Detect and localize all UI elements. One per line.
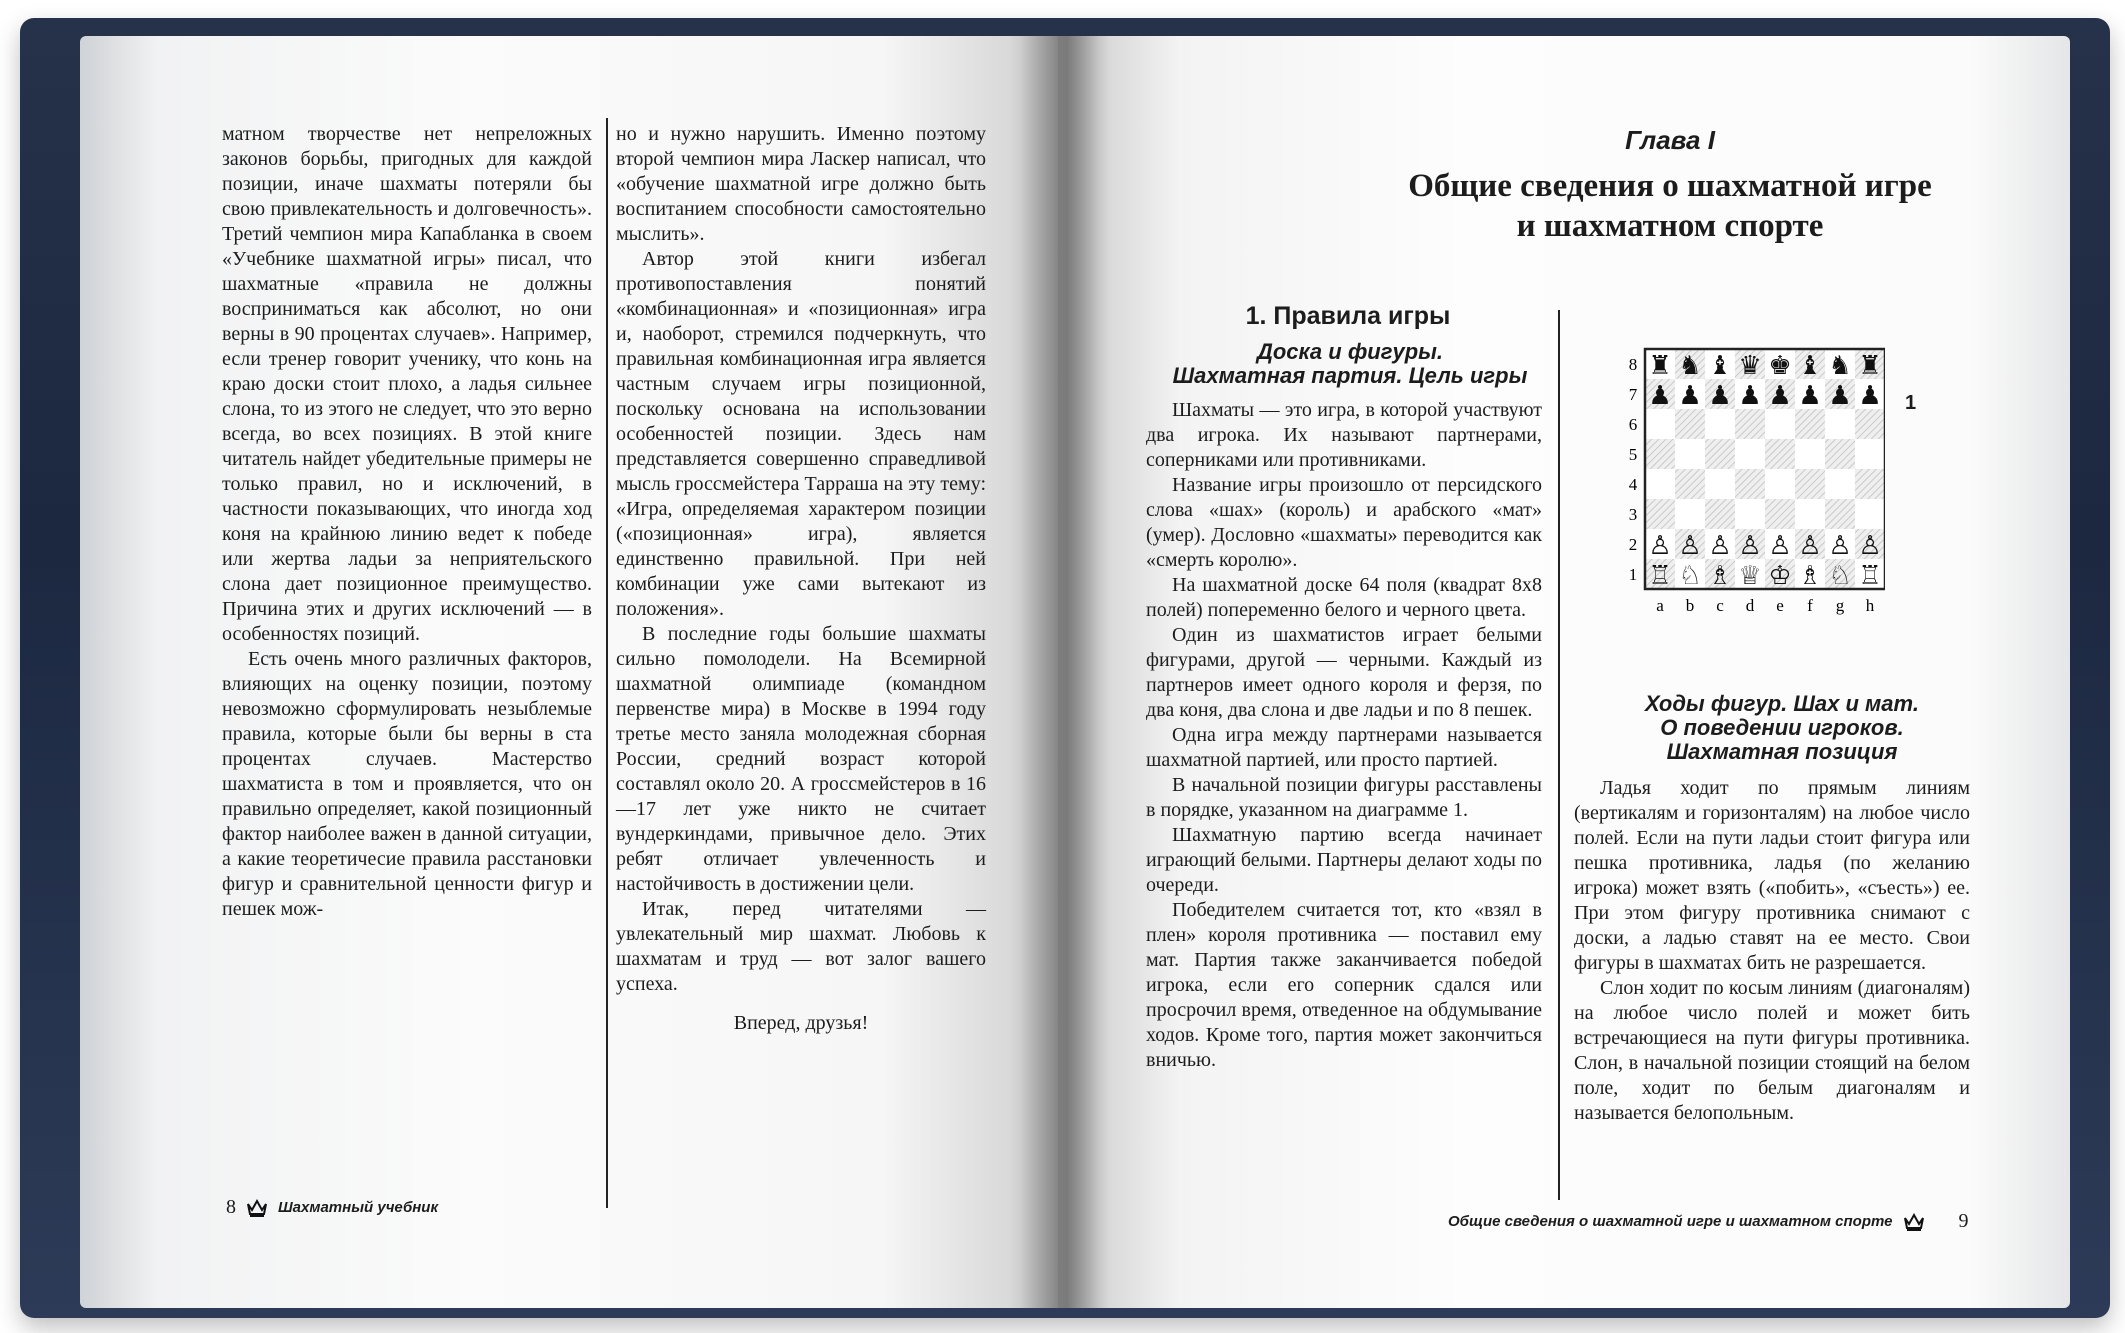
- board-square: [1765, 499, 1795, 529]
- column-divider: [606, 118, 608, 1208]
- rank-label: 6: [1628, 415, 1638, 434]
- board-square: [1705, 409, 1735, 439]
- chess-piece: ♙: [1768, 531, 1792, 561]
- board-square: [1645, 439, 1675, 469]
- crown-icon: [1903, 1212, 1925, 1232]
- chess-piece: ♟: [1678, 381, 1702, 411]
- chess-piece: ♔: [1768, 561, 1792, 591]
- chapter-title-line: Общие сведения о шахматной игре: [1408, 168, 1932, 204]
- file-label: c: [1716, 596, 1724, 615]
- board-square: [1855, 409, 1885, 439]
- chess-piece: ♙: [1708, 531, 1732, 561]
- paragraph: Ладья ходит по прямым линиям (вертикалям и горизонталям) на любое число полей. Если на пути ладьи стоит фигура или пешка противника, ладья (по желанию игрока) может взять («побить», «съесть») ее. При этом фигуру противника снимают с доски, а ладью ставят на ее место. Свои фигуры в шахматах бить не разрешается.: [1574, 777, 1970, 974]
- chess-piece: ♟: [1828, 381, 1852, 411]
- file-label: g: [1835, 596, 1845, 615]
- rank-label: 1: [1628, 565, 1638, 584]
- chess-piece: ♟: [1708, 381, 1732, 411]
- paragraph: Слон ходит по косым линиям (диагоналям) на любое число полей и может бить встречающиеся на пути фигуры противника. Слон, в начальной позиции стоящий на белом поле, ходит по белым диагоналям и называется белопольным.: [1574, 977, 1970, 1124]
- board-square: [1705, 499, 1735, 529]
- paragraph: Итак, перед читателями — увлекательный мир шахмат. Любовь к шахматам и труд — вот залог вашего успеха.: [616, 898, 986, 995]
- chapter-title: [1240, 166, 2100, 246]
- left-page-column-1: [222, 122, 592, 922]
- rank-label: 5: [1628, 445, 1638, 464]
- paragraph: Один из шахматистов играет белыми фигурами, другой — черными. Каждый из партнеров имеет одного короля и ферзя, по два коня, два слона и две ладьи и по 8 пешек.: [1146, 624, 1542, 721]
- running-title: Шахматный учебник: [278, 1199, 439, 1216]
- rank-label: 2: [1628, 535, 1638, 554]
- paragraph: В последние годы большие шахматы сильно помолодели. На Всемирной шахматной олимпиаде (командном первенстве мира) в Москве в 1994 году третье место заняла молодежная сборная России, средний возраст которой составлял около 20. А гроссмейстеров в 16—17 лет уже никто не считает вундеркиндами, привычное дело. Этих ребят отличает увлеченность и настойчивость в достижении цели.: [616, 623, 986, 895]
- page-number: 9: [1958, 1210, 1969, 1232]
- file-label: h: [1865, 596, 1875, 615]
- board-square: [1855, 439, 1885, 469]
- chess-piece: ♙: [1648, 531, 1672, 561]
- chess-piece: ♙: [1678, 531, 1702, 561]
- board-square: [1675, 469, 1705, 499]
- right-page-column-1: [1146, 398, 1542, 1073]
- subheading-line: Ходы фигур. Шах и мат.: [1645, 691, 1919, 716]
- chapter-label: Глава I: [1625, 125, 1715, 155]
- chess-diagram: [1625, 345, 1885, 630]
- left-footer: [226, 1196, 438, 1219]
- chess-piece: ♞: [1828, 351, 1852, 381]
- board-square: [1855, 499, 1885, 529]
- chess-piece: ♝: [1798, 351, 1822, 381]
- board-square: [1675, 499, 1705, 529]
- running-title: Общие сведения о шахматной игре и шахматном спорте: [1448, 1213, 1893, 1230]
- rank-label: 3: [1628, 505, 1638, 524]
- rank-label: 8: [1628, 355, 1638, 374]
- board-square: [1825, 439, 1855, 469]
- chess-piece: ♜: [1648, 351, 1672, 381]
- subheading-line: О поведении игроков.: [1660, 715, 1904, 740]
- board-square: [1825, 469, 1855, 499]
- chess-piece: ♖: [1858, 561, 1882, 591]
- subheading-board: [1140, 340, 1560, 388]
- chess-piece: ♟: [1648, 381, 1672, 411]
- chess-piece: ♙: [1798, 531, 1822, 561]
- rank-label: 4: [1628, 475, 1638, 494]
- board-square: [1675, 439, 1705, 469]
- chess-piece: ♙: [1828, 531, 1852, 561]
- paragraph: Автор этой книги избегал противопоставления понятий «комбинационная» и «позиционная» игра и, наоборот, стремился подчеркнуть, что правильная комбинационная игра является частным случаем игры позиционной, поскольку основана на использовании особенностей позиции. Здесь нам представляется совершенно справедливой мысль гроссмейстера Тарраша на эту тему: «Игра, определяемая характером позиции («позиционная» игра), является единственно правильной. При ней комбинации уже сами вытекают из положения».: [616, 248, 986, 620]
- board-square: [1645, 499, 1675, 529]
- board-square: [1735, 439, 1765, 469]
- paragraph: На шахматной доске 64 поля (квадрат 8x8 полей) попеременно белого и черного цвета.: [1146, 574, 1542, 621]
- chess-piece: ♕: [1738, 561, 1762, 591]
- board-square: [1645, 469, 1675, 499]
- chess-piece: ♘: [1828, 561, 1852, 591]
- subheading-line: Доска и фигуры.: [1256, 339, 1444, 364]
- file-label: b: [1685, 596, 1695, 615]
- subheading-line: Шахматная позиция: [1666, 739, 1898, 764]
- paragraph: Одна игра между партнерами называется шахматной партией, или просто партией.: [1146, 724, 1542, 771]
- chess-piece: ♟: [1858, 381, 1882, 411]
- paragraph: Шахматы — это игра, в которой участвуют два игрока. Их называют партнерами, соперниками или противниками.: [1146, 399, 1542, 471]
- chess-piece: ♞: [1678, 351, 1702, 381]
- file-label: d: [1745, 596, 1755, 615]
- chess-piece: ♛: [1738, 351, 1762, 381]
- paragraph: Есть очень много различных факторов, влияющих на оценку позиции, поэтому невозможно сформулировать незыблемые правила, которые были бы верны в ста процентах случаев. Мастерство шахматиста в том и проявляется, что он правильно определяет, какой позиционный фактор наиболее важен в данной ситуации, а какие теоретичесие правила расстановки фигур и сравнительной ценности фигур и пешек мож-: [222, 648, 592, 920]
- board-square: [1765, 409, 1795, 439]
- file-label: e: [1776, 596, 1784, 615]
- board-square: [1735, 409, 1765, 439]
- chess-piece: ♗: [1708, 561, 1732, 591]
- chess-piece: ♖: [1648, 561, 1672, 591]
- board-square: [1825, 499, 1855, 529]
- chess-piece: ♗: [1798, 561, 1822, 591]
- board-square: [1705, 469, 1735, 499]
- board-square: [1795, 469, 1825, 499]
- board-square: [1855, 469, 1885, 499]
- paragraph: Шахматную партию всегда начинает играющий белыми. Партнеры делают ходы по очереди.: [1146, 824, 1542, 896]
- chess-piece: ♙: [1738, 531, 1762, 561]
- diagram-number: 1: [1905, 392, 1917, 414]
- left-page-column-2: [616, 122, 986, 1036]
- board-square: [1825, 409, 1855, 439]
- board-square: [1765, 439, 1795, 469]
- paragraph: Победителем считается тот, кто «взял в плен» короля противника — поставил ему мат. Партия также заканчивается победой игрока, если его соперник сдался или просрочил время, отведенное на обдумывание ходов. Кроме того, партия может закончиться вничью.: [1146, 899, 1542, 1071]
- board-square: [1645, 409, 1675, 439]
- subheading-line: Шахматная партия. Цель игры: [1172, 363, 1528, 388]
- column-divider: [1558, 310, 1560, 1200]
- board-square: [1705, 439, 1735, 469]
- closing-line: Вперед, друзья!: [733, 1012, 869, 1034]
- chess-piece: ♙: [1858, 531, 1882, 561]
- paragraph: Название игры произошло от персидского слова «шах» (король) и арабского «мат» (умер). Дословно «шахматы» переводится как «смерть королю».: [1146, 474, 1542, 571]
- board-square: [1795, 409, 1825, 439]
- file-label: f: [1807, 596, 1813, 615]
- chapter-title-line: и шахматном спорте: [1516, 208, 1824, 244]
- subheading-moves: [1572, 692, 1992, 764]
- board-square: [1675, 409, 1705, 439]
- chess-piece: ♘: [1678, 561, 1702, 591]
- paragraph: матном творчестве нет непреложных законов борьбы, пригодных для каждой позиции, иначе шахматы потеряли бы свою привлекательность и долговечность». Третий чемпион мира Капабланка в своем «Учебнике шахматной игры» писал, что шахматные «правила не должны восприниматься как абсолют, но они верны в 90 процентах случаев». Например, если тренер говорит ученику, что конь на краю доски стоит плохо, а ладья сильнее слона, то из этого не следует, что это верно всегда, во всех позициях. В этой книге читатель найдет убедительные примеры не только правил, но и исключений, в частности показывающих, что иногда ход коня на крайнюю линию ведет к победе или жертва ладьи за неприятельского слона дает позиционное преимущество. Причина этих и других исключений — в особенностях позиций.: [222, 123, 592, 645]
- chess-piece: ♟: [1768, 381, 1792, 411]
- file-label: a: [1656, 596, 1664, 615]
- paragraph: но и нужно нарушить. Именно поэтому второй чемпион мира Ласкер написал, что «обучение шахматной игре должно быть воспитанием способности самостоятельно мыслить».: [616, 123, 986, 245]
- board-square: [1795, 499, 1825, 529]
- chess-board: [1625, 345, 1885, 625]
- section-title: 1. Правила игры: [1245, 302, 1451, 330]
- chess-piece: ♟: [1798, 381, 1822, 411]
- chess-piece: ♜: [1858, 351, 1882, 381]
- paragraph: В начальной позиции фигуры расставлены в порядке, указанном на диаграмме 1.: [1146, 774, 1542, 821]
- right-page-column-2: [1574, 776, 1970, 1126]
- book-spine: [1020, 36, 1110, 1308]
- board-square: [1765, 469, 1795, 499]
- chess-piece: ♝: [1708, 351, 1732, 381]
- page-number: 8: [226, 1196, 236, 1218]
- right-footer: [1448, 1210, 1969, 1233]
- rank-label: 7: [1628, 385, 1638, 404]
- chess-piece: ♟: [1738, 381, 1762, 411]
- board-square: [1735, 499, 1765, 529]
- chess-piece: ♚: [1768, 351, 1792, 381]
- board-square: [1795, 439, 1825, 469]
- crown-icon: [246, 1198, 268, 1218]
- board-square: [1735, 469, 1765, 499]
